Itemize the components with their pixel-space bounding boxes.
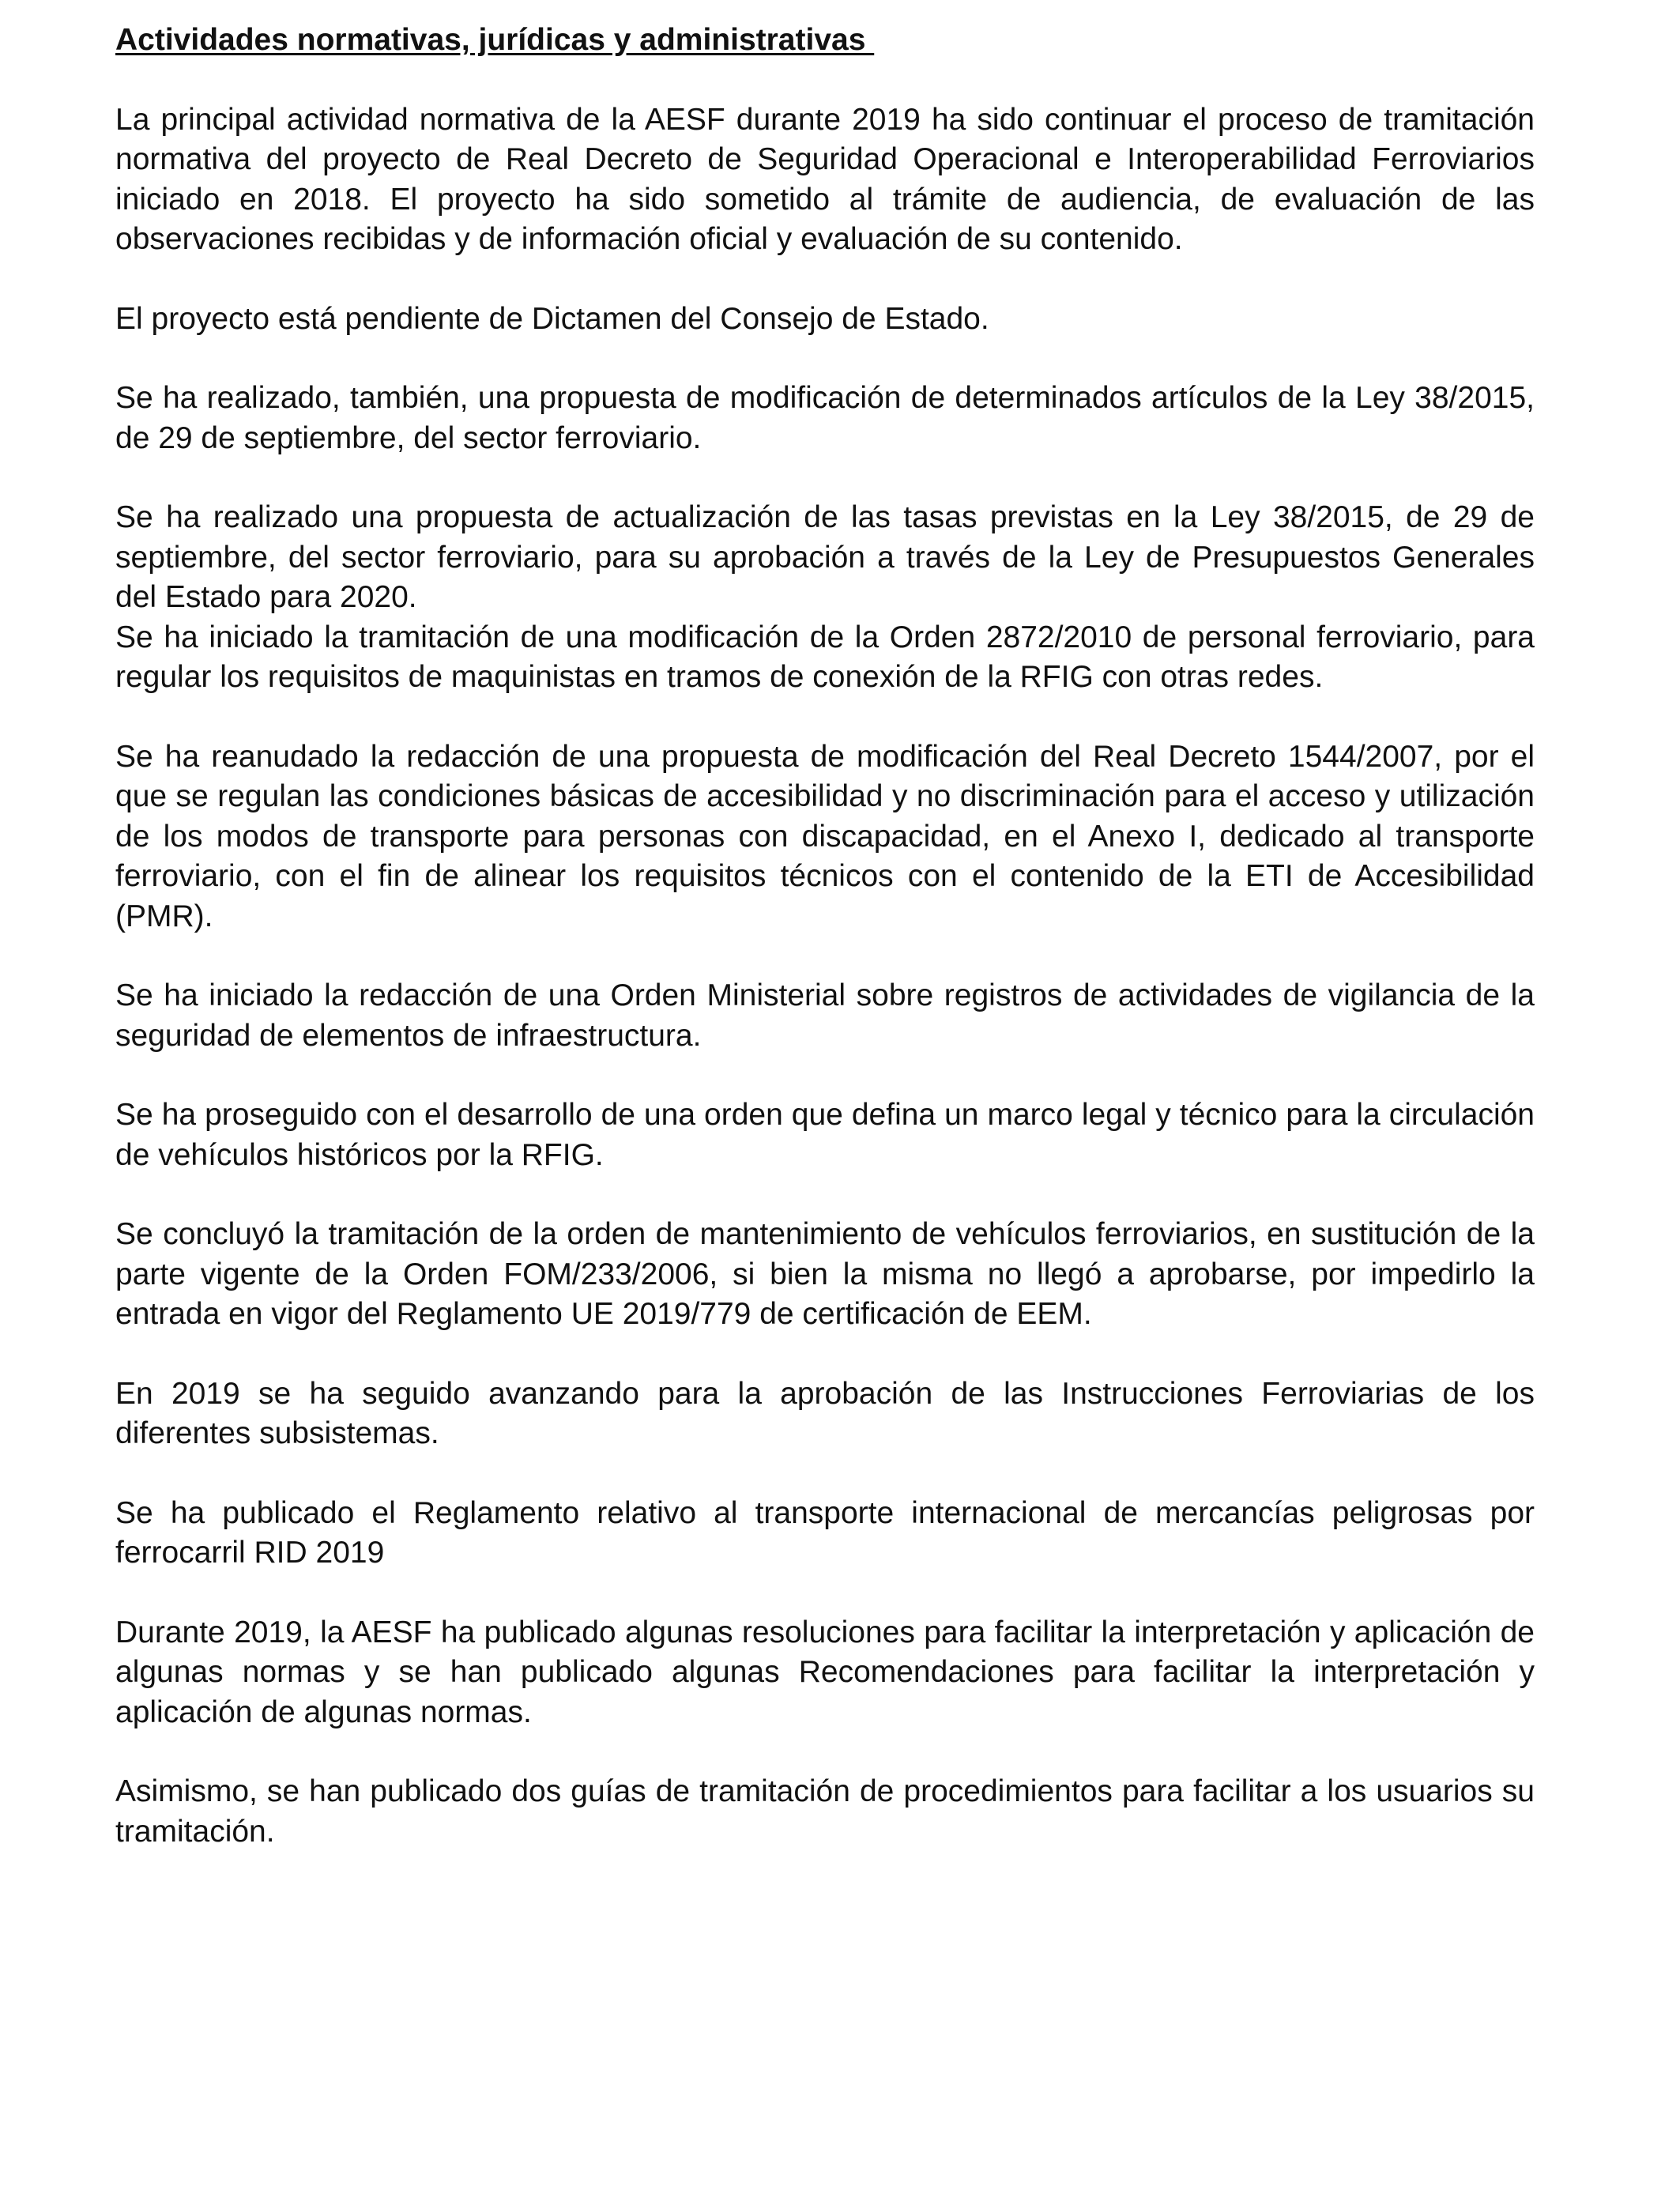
paragraph-normative-activity: La principal actividad normativa de la AESF durante 2019 ha sido continuar el proceso de tramitación normativa del proyecto de Real Decreto de Seguridad Operacional e Interoperabilidad Ferroviarios iniciado en 2018. El proyecto ha sido sometido al trámite de audiencia, de evaluación de las observaciones recibidas y de información oficial y evaluación de su contenido.: [115, 102, 1535, 256]
paragraph-fees-update: Se ha realizado una propuesta de actualización de las tasas previstas en la Ley 38/2015, de 29 de septiembre, del sector ferroviario, para su aprobación a través de la Ley de Presupuestos Generales del Estado para 2020.: [115, 500, 1535, 614]
paragraph-pending-opinion: El proyecto está pendiente de Dictamen del Consejo de Estado.: [115, 301, 989, 336]
paragraph-ministerial-order: Se ha iniciado la redacción de una Orden Ministerial sobre registros de actividades de vigilancia de la seguridad de elementos de infraestructura.: [115, 978, 1535, 1053]
paragraph-historic-vehicles: Se ha proseguido con el desarrollo de una orden que defina un marco legal y técnico para la circulación de vehículos históricos por la RFIG.: [115, 1098, 1535, 1172]
section-heading: Actividades normativas, jurídicas y administrativas: [115, 23, 875, 57]
paragraph-accessibility-decree: Se ha reanudado la redacción de una propuesta de modificación del Real Decreto 1544/2007, por el que se regulan las condiciones básicas de accesibilidad y no discriminación para el acceso y utilización de los modos de transporte para personas con discapacidad, en el Anexo I, dedicado al transporte ferroviario, con el fin de alinear los requisitos técnicos con el contenido de la ETI de Accesibilidad (PMR).: [115, 739, 1535, 933]
paragraph-procedure-guides: Asimismo, se han publicado dos guías de tramitación de procedimientos para facilitar a los usuarios su tramitación.: [115, 1774, 1535, 1849]
paragraph-law-amendment: Se ha realizado, también, una propuesta de modificación de determinados artículos de la Ley 38/2015, de 29 de septiembre, del sector ferroviario.: [115, 381, 1535, 455]
paragraph-railway-instructions: En 2019 se ha seguido avanzando para la aprobación de las Instrucciones Ferroviarias de los diferentes subsistemas.: [115, 1376, 1535, 1450]
document-page: [115, 21, 1535, 1852]
paragraph-rid-regulation: Se ha publicado el Reglamento relativo al transporte internacional de mercancías peligrosas por ferrocarril RID 2019: [115, 1495, 1535, 1570]
paragraph-resolutions: Durante 2019, la AESF ha publicado algunas resoluciones para facilitar la interpretación y aplicación de algunas normas y se han publicado algunas Recomendaciones para facilitar la interpretación y aplicación de algunas normas.: [115, 1615, 1535, 1729]
paragraph-personnel-order: Se ha iniciado la tramitación de una modificación de la Orden 2872/2010 de personal ferroviario, para regular los requisitos de maquinistas en tramos de conexión de la RFIG con otras redes.: [115, 620, 1535, 694]
paragraph-maintenance-order: Se concluyó la tramitación de la orden de mantenimiento de vehículos ferroviarios, en sustitución de la parte vigente de la Orden FOM/233/2006, si bien la misma no llegó a aprobarse, por impedirlo la entrada en vigor del Reglamento UE 2019/779 de certificación de EEM.: [115, 1217, 1535, 1331]
